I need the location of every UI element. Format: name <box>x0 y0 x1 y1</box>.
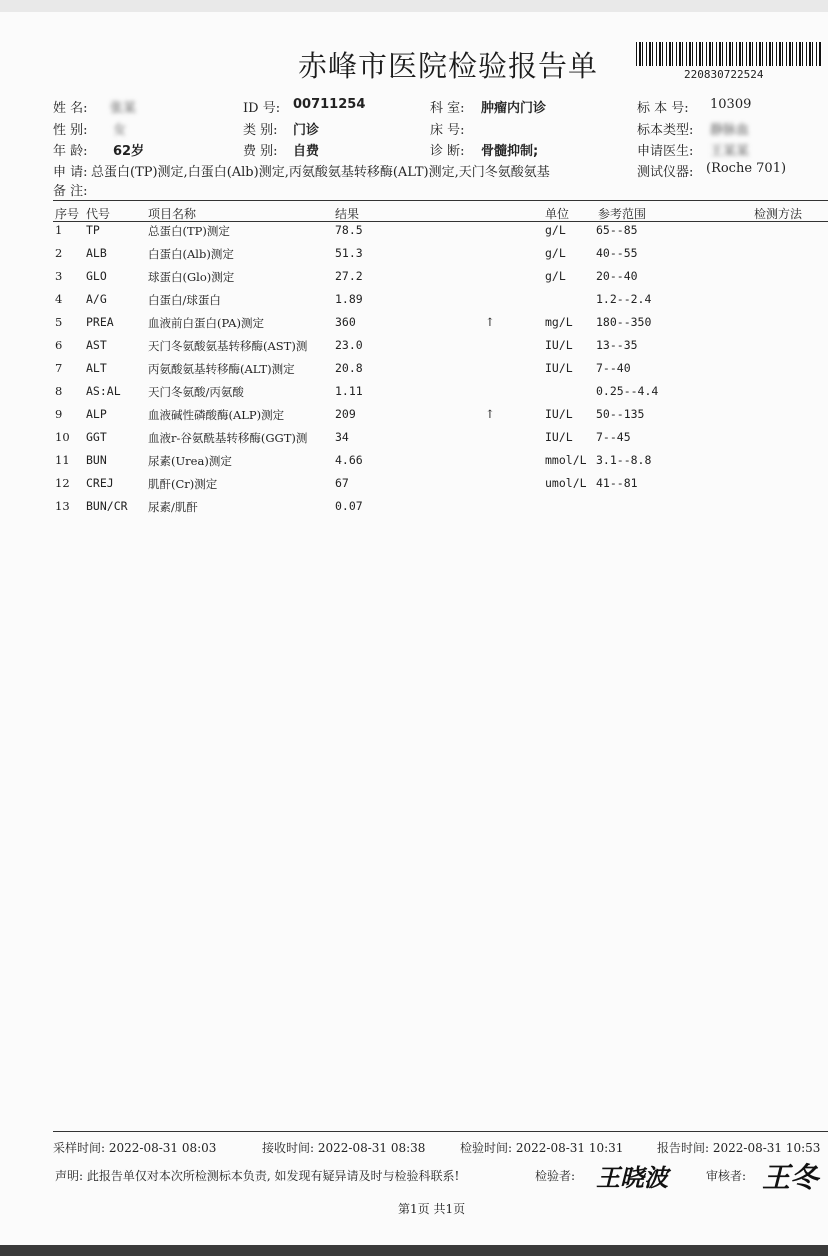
row-flag: ↑ <box>485 315 495 329</box>
col-code-header: 代号 <box>86 207 111 221</box>
top-band <box>0 0 828 12</box>
row-ref: 50--135 <box>596 407 645 421</box>
row-ref: 3.1--8.8 <box>596 453 652 467</box>
row-unit: umol/L <box>545 476 587 490</box>
row-name: 丙氨酸氨基转移酶(ALT)测定 <box>148 362 295 376</box>
row-seq: 4 <box>55 292 63 306</box>
sample-time: 采样时间: 2022-08-31 08:03 <box>53 1141 217 1155</box>
row-unit: g/L <box>545 269 566 283</box>
row-seq: 3 <box>55 269 63 283</box>
id-label: ID 号: <box>243 101 281 116</box>
receive-time: 接收时间: 2022-08-31 08:38 <box>262 1141 426 1155</box>
row-name: 肌酐(Cr)测定 <box>148 477 218 491</box>
row-name: 血液碱性磷酸酶(ALP)测定 <box>148 408 285 422</box>
row-code: CREJ <box>86 476 114 490</box>
doctor-label: 申请医生: <box>637 144 694 159</box>
row-ref: 13--35 <box>596 338 638 352</box>
row-result: 1.11 <box>335 384 363 398</box>
row-result: 67 <box>335 476 349 490</box>
row-seq: 1 <box>55 223 63 237</box>
row-unit: IU/L <box>545 361 573 375</box>
row-ref: 7--40 <box>596 361 631 375</box>
page-number: 第1页 共1页 <box>398 1202 466 1216</box>
row-result: 1.89 <box>335 292 363 306</box>
fee-value: 自费 <box>293 144 320 159</box>
row-result: 27.2 <box>335 269 363 283</box>
row-name: 总蛋白(TP)测定 <box>148 224 230 238</box>
row-flag: ↑ <box>485 407 495 421</box>
row-result: 209 <box>335 407 356 421</box>
row-name: 天门冬氨酸/丙氨酸 <box>148 385 244 399</box>
row-result: 78.5 <box>335 223 363 237</box>
row-code: BUN <box>86 453 107 467</box>
row-code: PREA <box>86 315 114 329</box>
age-label: 年 龄: <box>53 144 88 159</box>
sex-value: 女 <box>113 123 127 138</box>
instrument-value: (Roche 701) <box>706 161 787 176</box>
row-code: AST <box>86 338 107 352</box>
row-name: 血液r-谷氨酰基转移酶(GGT)测 <box>148 431 308 445</box>
row-result: 360 <box>335 315 356 329</box>
diagnosis-value: 骨髓抑制; <box>481 144 539 159</box>
row-code: TP <box>86 223 100 237</box>
sex-label: 性 别: <box>53 123 88 138</box>
age-value: 62岁 <box>113 144 145 159</box>
specimen-type-label: 标本类型: <box>637 123 694 138</box>
tester-label: 检验者: <box>535 1169 576 1183</box>
row-name: 天门冬氨酸氨基转移酶(AST)测 <box>148 339 308 353</box>
col-ref-header: 参考范围 <box>598 207 647 221</box>
row-ref: 20--40 <box>596 269 638 283</box>
row-ref: 40--55 <box>596 246 638 260</box>
fee-label: 费 别: <box>243 144 278 159</box>
row-seq: 9 <box>55 407 63 421</box>
row-name: 尿素(Urea)测定 <box>148 454 232 468</box>
row-seq: 12 <box>55 476 70 490</box>
col-result-header: 结果 <box>335 207 360 221</box>
row-unit: g/L <box>545 223 566 237</box>
table-top-rule <box>53 200 828 201</box>
specimen-no-label: 标 本 号: <box>637 101 689 116</box>
col-method-header: 检测方法 <box>754 207 803 221</box>
col-seq-header: 序号 <box>55 207 80 221</box>
type-value: 门诊 <box>293 123 320 138</box>
row-seq: 2 <box>55 246 63 260</box>
row-code: ALP <box>86 407 107 421</box>
row-code: A/G <box>86 292 107 306</box>
barcode <box>636 42 822 66</box>
row-code: ALB <box>86 246 107 260</box>
instrument-label: 测试仪器: <box>637 165 694 180</box>
row-seq: 7 <box>55 361 63 375</box>
row-name: 球蛋白(Glo)测定 <box>148 270 235 284</box>
row-code: GGT <box>86 430 107 444</box>
report-title: 赤峰市医院检验报告单 <box>298 49 599 83</box>
row-seq: 5 <box>55 315 63 329</box>
specimen-no-value: 10309 <box>710 97 752 112</box>
reviewer-label: 审核者: <box>706 1169 747 1183</box>
note-label: 备 注: <box>53 184 88 199</box>
row-code: BUN/CR <box>86 499 128 513</box>
id-value: 00711254 <box>293 97 366 112</box>
row-seq: 8 <box>55 384 63 398</box>
dept-value: 肿瘤内门诊 <box>481 101 547 116</box>
type-label: 类 别: <box>243 123 278 138</box>
row-result: 23.0 <box>335 338 363 352</box>
row-result: 20.8 <box>335 361 363 375</box>
row-name: 白蛋白(Alb)测定 <box>148 247 234 261</box>
row-ref: 7--45 <box>596 430 631 444</box>
name-label: 姓 名: <box>53 101 88 116</box>
row-unit: mg/L <box>545 315 573 329</box>
diagnosis-label: 诊 断: <box>430 144 465 159</box>
row-ref: 65--85 <box>596 223 638 237</box>
row-name: 血液前白蛋白(PA)测定 <box>148 316 264 330</box>
specimen-type-value: 静脉血 <box>710 123 750 138</box>
col-unit-header: 单位 <box>545 207 570 221</box>
row-unit: mmol/L <box>545 453 587 467</box>
barcode-number: 220830722524 <box>684 68 764 81</box>
col-name-header: 项目名称 <box>148 207 197 221</box>
row-seq: 10 <box>55 430 70 444</box>
tester-signature: 王晓波 <box>596 1163 668 1192</box>
row-unit: g/L <box>545 246 566 260</box>
bottom-band <box>0 1245 828 1256</box>
name-value: 张某 <box>110 101 137 116</box>
disclaimer: 声明: 此报告单仅对本次所检测标本负责, 如发现有疑异请及时与检验科联系! <box>55 1169 460 1183</box>
row-result: 34 <box>335 430 349 444</box>
row-ref: 41--81 <box>596 476 638 490</box>
row-result: 4.66 <box>335 453 363 467</box>
bed-label: 床 号: <box>430 123 465 138</box>
row-result: 0.07 <box>335 499 363 513</box>
row-ref: 1.2--2.4 <box>596 292 652 306</box>
request-value: 总蛋白(TP)测定,白蛋白(Alb)测定,丙氨酸氨基转移酶(ALT)测定,天门冬氨酸氨基 <box>91 165 550 180</box>
test-time: 检验时间: 2022-08-31 10:31 <box>460 1141 624 1155</box>
row-code: GLO <box>86 269 107 283</box>
dept-label: 科 室: <box>430 101 465 116</box>
row-name: 白蛋白/球蛋白 <box>148 293 221 307</box>
row-unit: IU/L <box>545 338 573 352</box>
row-result: 51.3 <box>335 246 363 260</box>
row-seq: 13 <box>55 499 70 513</box>
row-code: ALT <box>86 361 107 375</box>
row-seq: 6 <box>55 338 63 352</box>
reviewer-signature: 王冬 <box>762 1161 819 1194</box>
row-unit: IU/L <box>545 407 573 421</box>
row-code: AS:AL <box>86 384 121 398</box>
request-label: 申 请: <box>53 165 88 180</box>
report-time: 报告时间: 2022-08-31 10:53 <box>657 1141 821 1155</box>
row-ref: 0.25--4.4 <box>596 384 659 398</box>
footer-rule <box>53 1131 828 1132</box>
row-ref: 180--350 <box>596 315 652 329</box>
doctor-value: 王某某 <box>710 144 750 159</box>
row-unit: IU/L <box>545 430 573 444</box>
table-header-rule <box>53 221 828 222</box>
row-seq: 11 <box>55 453 70 467</box>
row-name: 尿素/肌酐 <box>148 500 198 514</box>
